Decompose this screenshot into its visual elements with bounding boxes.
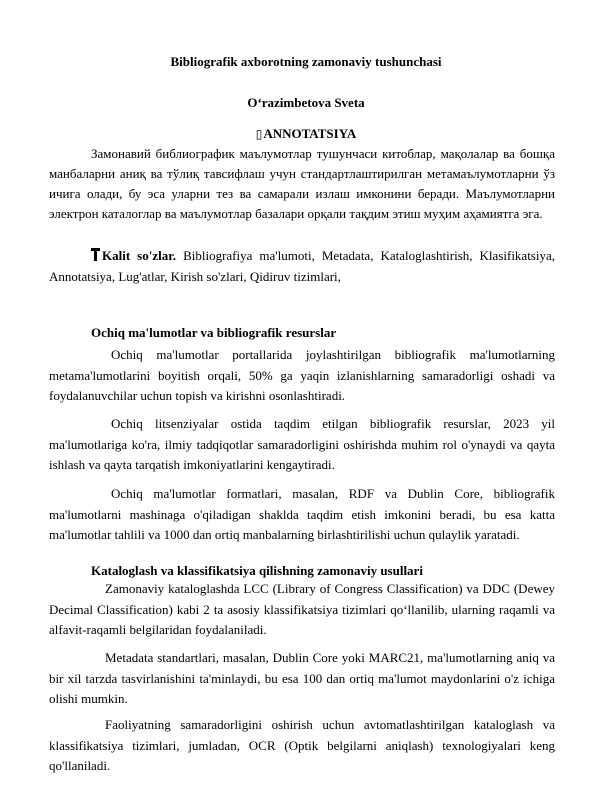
paragraph: Zamonaviy kataloglashda LCC (Library of Congress Classification) va DDC (Dewey Decimal Classification) kabi 2 ta asosiy klassifikatsiya tizimlari qo‘llanilib, ularning raqamli va alfavit-raqamli belgilaridan foydalaniladi. [49,581,555,637]
paragraph: Ochiq ma'lumotlar portallarida joylashtirilgan bibliografik ma'lumotlarning metama'lumotlarini boyitish orqali, 50% ga yaqin izlanishlarning samaradorligi oshadi va foydalanuvchilar uchun topish va kirishni osonlashtiradi. [49,347,555,403]
author-name: O‘razimbetova Sveta [247,95,365,110]
section-heading-cataloguing: Kataloglash va klassifikatsiya qilishning zamonaviy usullari [91,563,423,578]
paragraph: Ochiq ma'lumotlar formatlari, masalan, RDF va Dublin Core, bibliografik ma'lumotlarni mashinaga o'qiladigan shaklda taqdim etish imkonini beradi, bu esa katta ma'lumotlar tahlili va 1000 dan ortiq manbalarning birlashtirilishi uchun qulaylik yaratadi. [49,486,555,542]
annotation-text: Замонавий библиографик маълумотлар тушунчаси китоблар, мақолалар ва бошқа манбаларни аниқ ва тўлиқ тавсифлаш учун стандартлаштирилган метамаълумотларни ўз ичига олади, бу эса уларни тез ва самарали излаш имконини беради. Маълумотларни электрон каталоглар ва маълумотлар базалари орқали тақдим этиш муҳим аҳамиятга эга. [49,146,555,221]
annotation-heading: ANNOTATSIYA [263,126,357,141]
keywords-text: Bibliografiya ma'lumoti, Metadata, Kataloglashtirish, Klasifikatsiya, Annotatsiya, Lug'atlar, Kirish so'zlari, Qidiruv tizimlari, [49,248,556,284]
keywords-line [49,246,555,287]
keywords-label: Kalit so'zlar. [102,248,177,263]
paragraph: Ochiq litsenziyalar ostida taqdim etilgan bibliografik resurslar, 2023 yil ma'lumotlariga ko'ra, ilmiy tadqiqotlar samaradorligini oshirishda muhim rol o'ynaydi va qayta ishlash va qayta tarqatish imkoniyatlarini kengaytiradi. [49,416,555,472]
section-heading-open-data: Ochiq ma'lumotlar va bibliografik resurslar [91,325,337,340]
document-title: Bibliografik axborotning zamonaviy tushunchasi [170,54,442,69]
paragraph: Metadata standartlari, masalan, Dublin Core yoki MARC21, ma'lumotlarning aniq va bir xil tarzda tasvirlanishini ta'minlaydi, bu esa 100 dan ortiq ma'lumot maydonlarini o'z ichiga olishi mumkin. [49,650,555,706]
missing-glyph-icon: ▯ [255,127,263,141]
annotation-heading-row [0,126,612,142]
pushpin-icon [91,248,100,261]
paragraph: Faoliyatning samaradorligini oshirish uchun avtomatlashtirilgan kataloglash va klassifikatsiya tizimlari, jumladan, OCR (Optik belgilarni aniqlash) texnologiyalari keng qo'llaniladi. [49,717,555,773]
